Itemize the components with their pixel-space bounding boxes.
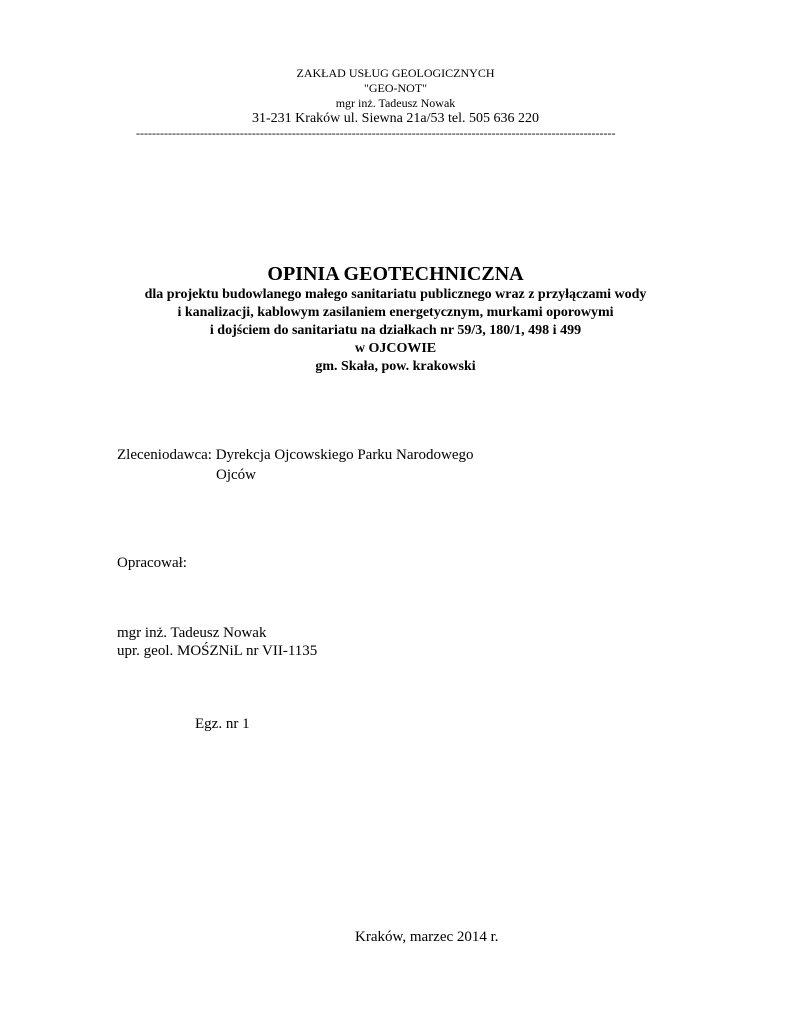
title-line-district: gm. Skała, pow. krakowski xyxy=(315,359,476,374)
prepared-label: Opracował: xyxy=(117,555,187,571)
author-license: upr. geol. MOŚZNiL nr VII-1135 xyxy=(117,643,318,659)
place-date: Kraków, marzec 2014 r. xyxy=(355,929,499,945)
company-person: mgr inż. Tadeusz Nowak xyxy=(335,96,456,110)
title-line-3: i dojściem do sanitariatu na działkach nr 59/3, 180/1, 498 i 499 xyxy=(209,323,582,338)
client-line: Zleceniodawca: Dyrekcja Ojcowskiego Parku Narodowego xyxy=(117,447,474,463)
header-separator: ------------------------------------------------------------------------------------------------------------------------ xyxy=(136,126,616,140)
author-name: mgr inż. Tadeusz Nowak xyxy=(117,625,267,641)
copy-number: Egz. nr 1 xyxy=(195,716,250,732)
document-title: OPINIA GEOTECHNICZNA xyxy=(267,263,524,285)
company-brand: "GEO-NOT" xyxy=(363,81,428,95)
title-line-location: w OJCOWIE xyxy=(354,341,437,356)
title-line-1: dla projektu budowlanego małego sanitariatu publicznego wraz z przyłączami wody xyxy=(144,287,647,302)
client-city: Ojców xyxy=(216,467,256,483)
company-address: 31-231 Kraków ul. Siewna 21a/53 tel. 505 636 220 xyxy=(252,111,539,126)
company-name: ZAKŁAD USŁUG GEOLOGICZNYCH xyxy=(296,66,495,80)
title-line-2: i kanalizacji, kablowym zasilaniem energetycznym, murkami oporowymi xyxy=(177,305,614,320)
